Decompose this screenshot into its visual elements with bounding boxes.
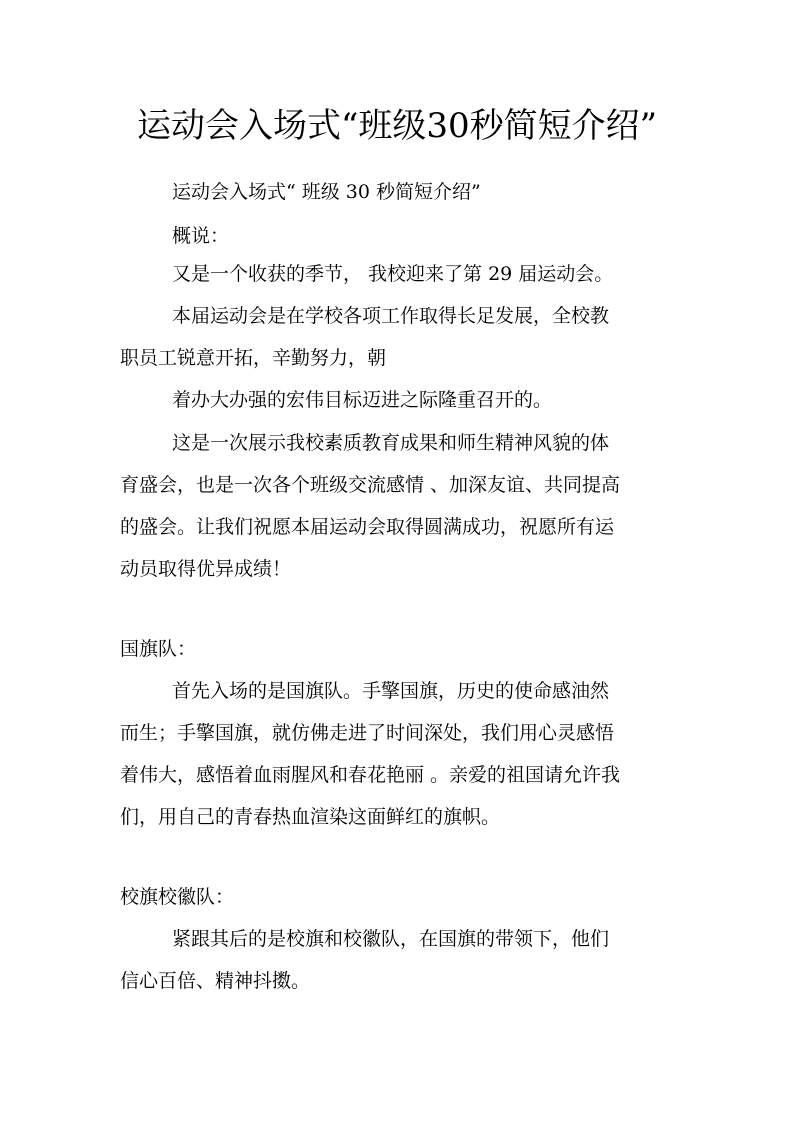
para1-line3: 着办大办强的宏伟目标迈进之际隆重召开的。: [172, 389, 553, 411]
school-line2: 信心百倍、精神抖擞。: [120, 970, 311, 992]
para2-line4: 动员取得优异成绩！: [120, 558, 292, 580]
flag-line3: 着伟大，感悟着血雨腥风和春花艳丽 。亲爱的祖国请允许我: [120, 764, 621, 786]
para2-line1: 这是一次展示我校素质教育成果和师生精神风貌的体: [172, 432, 610, 454]
flag-team-heading: 国旗队：: [120, 638, 197, 660]
flag-line4: 们，用自己的青春热血渲染这面鲜红的旗帜。: [120, 806, 501, 828]
para2-line2: 育盛会，也是一次各个班级交流感情 、加深友谊、共同提高: [120, 474, 621, 496]
flag-line2: 而生；手擎国旗，就仿佛走进了时间深处，我们用心灵感悟: [120, 722, 615, 744]
school-line1: 紧跟其后的是校旗和校徽队，在国旗的带领下，他们: [172, 928, 610, 950]
flag-line1: 首先入场的是国旗队。手擎国旗，历史的使命感油然: [172, 680, 610, 702]
overview-label: 概说：: [172, 225, 230, 247]
para2-line3: 的盛会。让我们祝愿本届运动会取得圆满成功，祝愿所有运: [120, 516, 615, 538]
intro-line: 又是一个收获的季节， 我校迎来了第 29 届运动会。: [172, 263, 614, 285]
para1-line1: 本届运动会是在学校各项工作取得长足发展，全校教: [172, 305, 610, 327]
para1-line2: 职员工锐意开拓，辛勤努力，朝: [120, 347, 387, 369]
school-flag-heading: 校旗校徽队：: [120, 886, 235, 908]
document-title: 运动会入场式“班级30秒简短介绍”: [136, 106, 658, 146]
subtitle-line: 运动会入场式“ 班级 30 秒简短介绍”: [172, 181, 481, 203]
